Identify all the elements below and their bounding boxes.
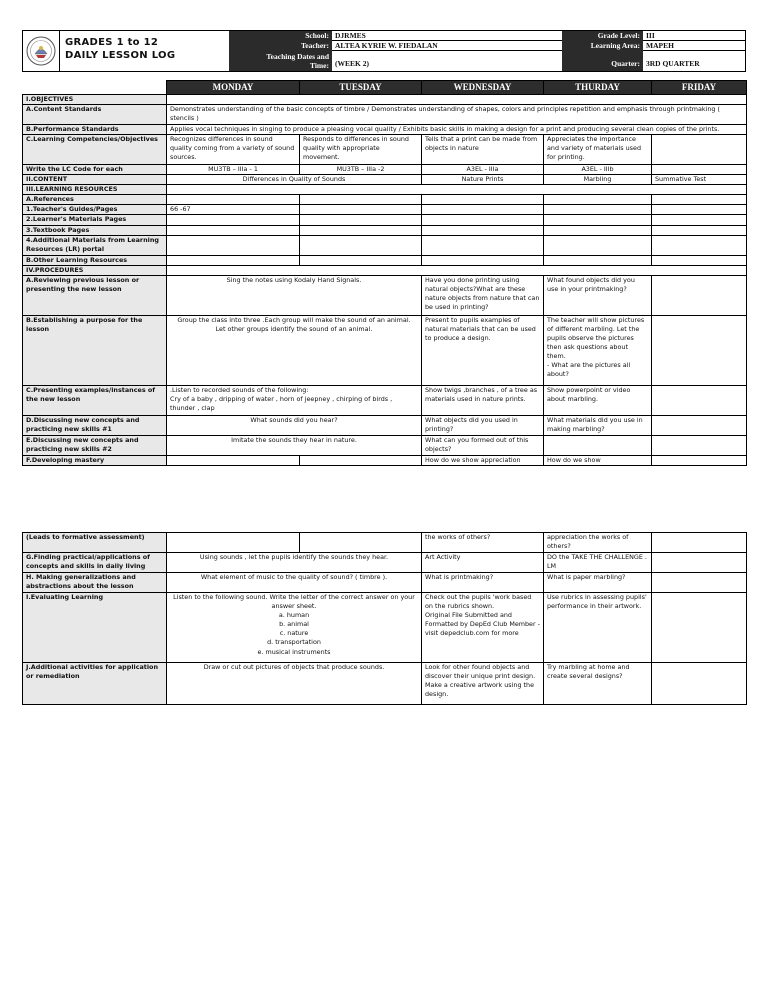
- grade-level-label: Grade Level:: [562, 31, 643, 41]
- lesson-log-table: [22, 80, 747, 466]
- quarter-label: Quarter:: [562, 51, 643, 71]
- row-label-evaluating: I.Evaluating Learning: [23, 593, 167, 663]
- table-row: [23, 94, 747, 104]
- row-label-generalization: H. Making generalizations and abstractions about the lesson: [23, 573, 167, 593]
- table-row: [23, 185, 747, 195]
- presenting-thursday: Show powerpoint or video about marbling.: [544, 385, 652, 415]
- generalization-wednesday: What is printmaking?: [422, 573, 544, 593]
- cell-empty: [652, 225, 747, 235]
- cell-empty: [652, 164, 747, 174]
- cell-empty: [422, 235, 544, 255]
- teacher-label: Teacher:: [229, 41, 332, 51]
- discussing-1-monday-tuesday: What sounds did you hear?: [167, 415, 422, 435]
- row-label-other-resources: B.Other Learning Resources: [23, 255, 167, 265]
- presenting-monday-tuesday: .Listen to recorded sounds of the following: Cry of a baby , dripping of water , horn of jeepney , chirping of birds , thunder , clap: [167, 385, 422, 415]
- learning-area-label: Learning Area:: [562, 41, 643, 51]
- cell-empty: [300, 235, 422, 255]
- row-label-references: A.References: [23, 195, 167, 205]
- row-label-mastery: F.Developing mastery: [23, 455, 167, 465]
- table-row: [23, 255, 747, 265]
- row-label-resources: III.LEARNING RESOURCES: [23, 185, 167, 195]
- table-row: [23, 663, 747, 705]
- competency-monday: Recognizes differences in sound quality coming from a variety of sound sources.: [167, 134, 300, 164]
- day-thursday: THURDAY: [544, 81, 652, 95]
- generalization-thursday: What is paper marbling?: [544, 573, 652, 593]
- cell-empty: [652, 235, 747, 255]
- table-row: [23, 104, 747, 124]
- row-label-purpose: B.Establishing a purpose for the lesson: [23, 315, 167, 385]
- purpose-line-2: Let other groups identify the sound of an animal.: [215, 324, 373, 333]
- content-standards-text: Demonstrates understanding of the basic concepts of timbre / Demonstrates understanding of shapes, colors and principles repetition and emphasis through printmaking ( stencils ): [167, 104, 747, 124]
- cell-empty: [167, 215, 300, 225]
- evaluating-choice: c. nature: [279, 629, 309, 638]
- cell-empty: [167, 533, 300, 553]
- cell-empty: [300, 195, 422, 205]
- cell-empty: [167, 265, 747, 275]
- cell-empty: [544, 225, 652, 235]
- cell-empty: [652, 435, 747, 455]
- content-wednesday: Nature Prints: [422, 175, 544, 185]
- title-line-2: DAILY LESSON LOG: [65, 50, 176, 61]
- table-row: [23, 415, 747, 435]
- cell-empty: [652, 415, 747, 435]
- review-thursday: What found objects did you use in your printmaking?: [544, 275, 652, 315]
- cell-empty: [652, 455, 747, 465]
- cell-empty: [652, 573, 747, 593]
- row-label-presenting: C.Presenting examples/instances of the new lesson: [23, 385, 167, 415]
- purpose-thursday: The teacher will show pictures of different marbling. Let the pupils observe the pictures then ask questions about them. - What are the pictures all about?: [544, 315, 652, 385]
- table-row: [23, 134, 747, 164]
- cell-empty: [544, 435, 652, 455]
- row-label-content: II.CONTENT: [23, 175, 167, 185]
- dates-value: (WEEK 2): [335, 59, 369, 68]
- cell-empty: [167, 455, 300, 465]
- day-header-row: [23, 81, 747, 95]
- cell-empty: [652, 205, 747, 215]
- cell-empty: [652, 195, 747, 205]
- discussing-2-wednesday: What can you formed out of this objects?: [422, 435, 544, 455]
- row-label-review: A.Reviewing previous lesson or presenting the new lesson: [23, 275, 167, 315]
- school-value: DJRMES: [332, 31, 562, 41]
- row-label-content-standards: A.Content Standards: [23, 104, 167, 124]
- row-label-lc-code: Write the LC Code for each: [23, 164, 167, 174]
- cell-empty: [300, 205, 422, 215]
- cell-empty: [544, 235, 652, 255]
- corner-cell: [23, 81, 167, 95]
- purpose-monday-tuesday: [167, 315, 422, 385]
- logo-cell: [23, 31, 60, 71]
- formative-wednesday: the works of others?: [422, 533, 544, 553]
- cell-empty: [167, 94, 747, 104]
- school-label: School:: [229, 31, 332, 41]
- header-block: [22, 30, 746, 72]
- cell-empty: [652, 663, 747, 705]
- content-friday: Summative Test: [652, 175, 747, 185]
- row-label-learners-materials: 2.Learner's Materials Pages: [23, 215, 167, 225]
- table-row: [23, 164, 747, 174]
- table-row: [23, 533, 747, 553]
- day-wednesday: WEDNESDAY: [422, 81, 544, 95]
- table-row: [23, 175, 747, 185]
- lc-code-monday: MU3TB – IIIa - 1: [167, 164, 300, 174]
- lc-code-wednesday: A3EL - IIIa: [422, 164, 544, 174]
- content-thursday: Marbling: [544, 175, 652, 185]
- table-row: [23, 315, 747, 385]
- cell-empty: [300, 255, 422, 265]
- competency-wednesday: Tells that a print can be made from objects in nature: [422, 134, 544, 164]
- evaluating-thursday: Use rubrics in assessing pupils' performance in their artwork.: [544, 593, 652, 663]
- lc-code-tuesday: MU3TB – IIIa -2: [300, 164, 422, 174]
- cell-empty: [300, 533, 422, 553]
- discussing-1-thursday: What materials did you use in making marbling?: [544, 415, 652, 435]
- dates-label-line-2: Time:: [309, 61, 329, 70]
- cell-empty: [300, 455, 422, 465]
- evaluating-choice: a. human: [278, 611, 310, 620]
- evaluating-choice: e. musical instruments: [257, 647, 331, 656]
- cell-empty: [422, 195, 544, 205]
- learning-area-value: MAPEH: [643, 41, 745, 51]
- table-row: [23, 455, 747, 465]
- cell-empty: [544, 205, 652, 215]
- row-label-competencies: C.Learning Competencies/Objectives: [23, 134, 167, 164]
- row-label-additional-materials: 4.Additional Materials from Learning Resources (LR) portal: [23, 235, 167, 255]
- remediation-monday-tuesday: Draw or cut out pictures of objects that produce sounds.: [167, 663, 422, 705]
- day-tuesday: TUESDAY: [300, 81, 422, 95]
- cell-empty: [422, 205, 544, 215]
- evaluating-wednesday: Check out the pupils 'work based on the rubrics shown. Original File Submitted and Formatted by DepEd Club Member - visit depedclub.com for more: [422, 593, 544, 663]
- quarter-value: 3RD QUARTER: [646, 59, 700, 68]
- table-row: [23, 215, 747, 225]
- finding-monday-tuesday: Using sounds , let the pupils identify the sounds they hear.: [167, 553, 422, 573]
- purpose-wednesday: Present to pupils examples of natural materials that can be used to produce a design.: [422, 315, 544, 385]
- title-cell: [59, 31, 230, 71]
- cell-empty: [422, 215, 544, 225]
- cell-empty: [544, 195, 652, 205]
- cell-empty: [652, 385, 747, 415]
- row-label-finding: G.Finding practical/applications of concepts and skills in daily living: [23, 553, 167, 573]
- review-monday-tuesday: Sing the notes using Kodaly Hand Signals.: [167, 275, 422, 315]
- table-row: [23, 435, 747, 455]
- mastery-thursday: How do we show: [544, 455, 652, 465]
- content-monday-tuesday: Differences in Quality of Sounds: [167, 175, 422, 185]
- cell-empty: [167, 225, 300, 235]
- table-row: [23, 225, 747, 235]
- row-label-objectives: I.OBJECTIVES: [23, 94, 167, 104]
- row-label-discussing-2: E.Discussing new concepts and practicing new skills #2: [23, 435, 167, 455]
- cell-empty: [652, 134, 747, 164]
- finding-thursday: DO the TAKE THE CHALLENGE . LM: [544, 553, 652, 573]
- cell-empty: [652, 215, 747, 225]
- cell-empty: [167, 185, 747, 195]
- row-label-teachers-guide: 1.Teacher's Guides/Pages: [23, 205, 167, 215]
- day-monday: MONDAY: [167, 81, 300, 95]
- evaluating-choice: d. transportation: [267, 638, 321, 647]
- teacher-value: ALTEA KYRIE W. FIEDALAN: [332, 41, 562, 51]
- row-label-formative: (Leads to formative assessment): [23, 533, 167, 553]
- remediation-wednesday: Look for other found objects and discover their unique print design. Make a creative artwork using the design.: [422, 663, 544, 705]
- table-row: [23, 553, 747, 573]
- competency-thursday: Appreciates the importance and variety of materials used for printing.: [544, 134, 652, 164]
- dates-label-line-1: Teaching Dates and: [266, 52, 329, 61]
- generalization-monday-tuesday: What element of music to the quality of sound? ( timbre ).: [167, 573, 422, 593]
- cell-empty: [544, 215, 652, 225]
- row-label-textbook: 3.Textbook Pages: [23, 225, 167, 235]
- cell-empty: [544, 255, 652, 265]
- title-line-1: GRADES 1 to 12: [65, 37, 159, 48]
- cell-empty: [652, 315, 747, 385]
- table-row: [23, 205, 747, 215]
- row-label-performance-standards: B.Performance Standards: [23, 124, 167, 134]
- lesson-log-table-continued: [22, 532, 747, 705]
- cell-empty: [652, 275, 747, 315]
- cell-empty: [300, 225, 422, 235]
- evaluating-monday-tuesday: [167, 593, 422, 663]
- cell-empty: [167, 195, 300, 205]
- cell-empty: [652, 593, 747, 663]
- row-label-remediation: J.Additional activities for application or remediation: [23, 663, 167, 705]
- cell-empty: [652, 255, 747, 265]
- finding-wednesday: Art Activity: [422, 553, 544, 573]
- grade-level-value: III: [643, 31, 745, 41]
- discussing-2-monday-tuesday: Imitate the sounds they hear in nature.: [167, 435, 422, 455]
- table-row: [23, 593, 747, 663]
- cell-empty: [167, 255, 300, 265]
- formative-thursday: appreciation the works of others?: [544, 533, 652, 553]
- performance-standards-text: Applies vocal techniques in singing to produce a pleasing vocal quality / Exhibits basic skills in making a design for a print and producing several clean copies of the prints.: [167, 124, 747, 134]
- mastery-wednesday: How do we show appreciation: [422, 455, 544, 465]
- evaluating-choice: b. animal: [279, 620, 309, 629]
- discussing-1-wednesday: What objects did you used in printing?: [422, 415, 544, 435]
- table-row: [23, 235, 747, 255]
- presenting-wednesday: Show twigs ,branches , of a tree as materials used in nature prints.: [422, 385, 544, 415]
- teachers-guide-monday: 66 -67: [167, 205, 300, 215]
- review-wednesday: Have you done printing using natural objects?What are these nature objects from nature that can be used in printing?: [422, 275, 544, 315]
- cell-empty: [167, 235, 300, 255]
- competency-tuesday: Responds to differences in sound quality with appropriate movement.: [300, 134, 422, 164]
- table-row: [23, 265, 747, 275]
- cell-empty: [652, 553, 747, 573]
- row-label-procedures: IV.PROCEDURES: [23, 265, 167, 275]
- cell-empty: [300, 215, 422, 225]
- cell-empty: [422, 225, 544, 235]
- table-row: [23, 573, 747, 593]
- cell-empty: [652, 533, 747, 553]
- table-row: [23, 275, 747, 315]
- cell-empty: [422, 255, 544, 265]
- evaluating-intro: Listen to the following sound. Write the letter of the correct answer on your answer sheet.: [173, 593, 415, 611]
- remediation-thursday: Try marbling at home and create several designs?: [544, 663, 652, 705]
- purpose-line-1: Group the class into three .Each group will make the sound of an animal.: [177, 315, 411, 324]
- lc-code-thursday: A3EL - IIIb: [544, 164, 652, 174]
- table-row: [23, 385, 747, 415]
- day-friday: FRIDAY: [652, 81, 747, 95]
- dates-label: [229, 51, 332, 71]
- table-row: [23, 195, 747, 205]
- row-label-discussing-1: D.Discussing new concepts and practicing new skills #1: [23, 415, 167, 435]
- deped-seal-logo: [26, 36, 56, 66]
- table-row: [23, 124, 747, 134]
